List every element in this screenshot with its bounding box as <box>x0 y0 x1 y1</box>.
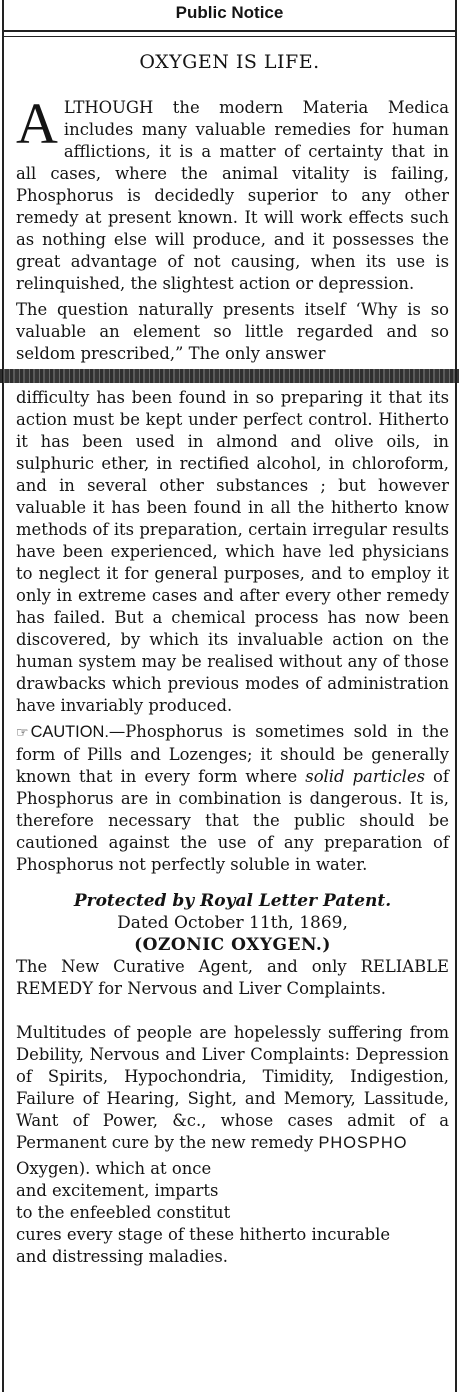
fragment-line-cures: cures every stage of these hitherto incurable <box>16 1225 391 1244</box>
caution-text-pre: —Phosphorus is sometimes sold in the form of Pills and Lozenges; it should be generally known that in every form where <box>16 722 449 786</box>
print-smear <box>0 369 459 383</box>
header-rule-thick <box>4 30 455 32</box>
phospho-word: PHOSPHO <box>318 1134 408 1152</box>
article-body <box>16 91 449 1268</box>
caution-heading: CAUTION. <box>30 723 109 741</box>
paragraph-intro <box>16 91 449 295</box>
curative-agent-text: The New Curative Agent, and only RELIABLE REMEDY for Nervous and Liver Complaints. <box>16 957 449 998</box>
dated-line: Dated October 11th, 1869, <box>117 913 348 933</box>
caution-emphasis: solid particles <box>305 767 426 786</box>
pointing-hand-icon: ☞ <box>16 725 29 741</box>
paragraph-difficulty <box>16 387 449 717</box>
paragraph-intro-text: LTHOUGH the modern Materia Medica includes many valuable remedies for human afflictions, it is a matter of certainty that in all cases, where the animal vitality is failing, Phosphorus is decidedly superior to any other remedy at present known. It will work effects such as nothing else will produce, and it possesses the great advantage of not causing, when its use is relinquished, the slightest action or depression. <box>16 98 449 293</box>
patent-line: Protected by Royal Letter Patent. <box>73 891 392 911</box>
paragraph-multitudes <box>16 1022 449 1154</box>
ozonic-oxygen-heading: (OZONIC OXYGEN.) <box>134 935 331 955</box>
paragraph-caution <box>16 721 449 876</box>
fragment-line-excitement: and excitement, imparts <box>16 1181 219 1200</box>
curative-agent-line <box>16 956 449 1000</box>
column-rule-right <box>455 0 457 1392</box>
multitudes-text: Multitudes of people are hopelessly suffering from Debility, Nervous and Liver Complaints: Depression of Spirits, Hypochondria, Timidity, Indigestion, Failure of Hearing, Sight, and Memory, Lassitude, Want of Power, &c., whose cases admit of a Permanent cure by the new remedy <box>16 1023 449 1152</box>
article-title: OXYGEN IS LIFE. <box>139 51 320 73</box>
paragraph-difficulty-text: difficulty has been found in so preparing it that its action must be kept under perfect control. Hitherto it has been used in almond and olive oils, in sulphuric ether, in rectified alcohol, in chloroform, and in several other substances ; but however valuable it has been found in all the hitherto know methods of its preparation, certain irregular results have been experienced, which have led physicians to neglect it for general purposes, and to employ it only in extreme cases and after every other remedy has failed. But a chemical process has now been discovered, by which its invaluable action on the human system may be realised without any of those drawbacks which previous modes of administration have invariably produced. <box>16 388 449 715</box>
fragment-line-distressing: and distressing maladies. <box>16 1247 229 1266</box>
caution-text-post: of Phosphorus are in combination is dangerous. It is, therefore necessary that the public should be cautioned against the use of any preparation of Phosphorus not perfectly soluble in water. <box>16 767 449 874</box>
fragment-line-enfeebled: to the enfeebled constitut <box>16 1203 231 1222</box>
drop-cap: A <box>16 91 58 156</box>
paragraph-question <box>16 299 449 365</box>
column-rule-left <box>2 0 4 1392</box>
header-rule-thin <box>4 36 455 37</box>
section-header: Public Notice <box>175 3 284 22</box>
fragment-line-oxygen: Oxygen). which at once <box>16 1159 212 1178</box>
paragraph-question-text: The question naturally presents itself ‘Why is so valuable an element so little regarded and so seldom prescribed,” The only answer <box>16 300 449 363</box>
